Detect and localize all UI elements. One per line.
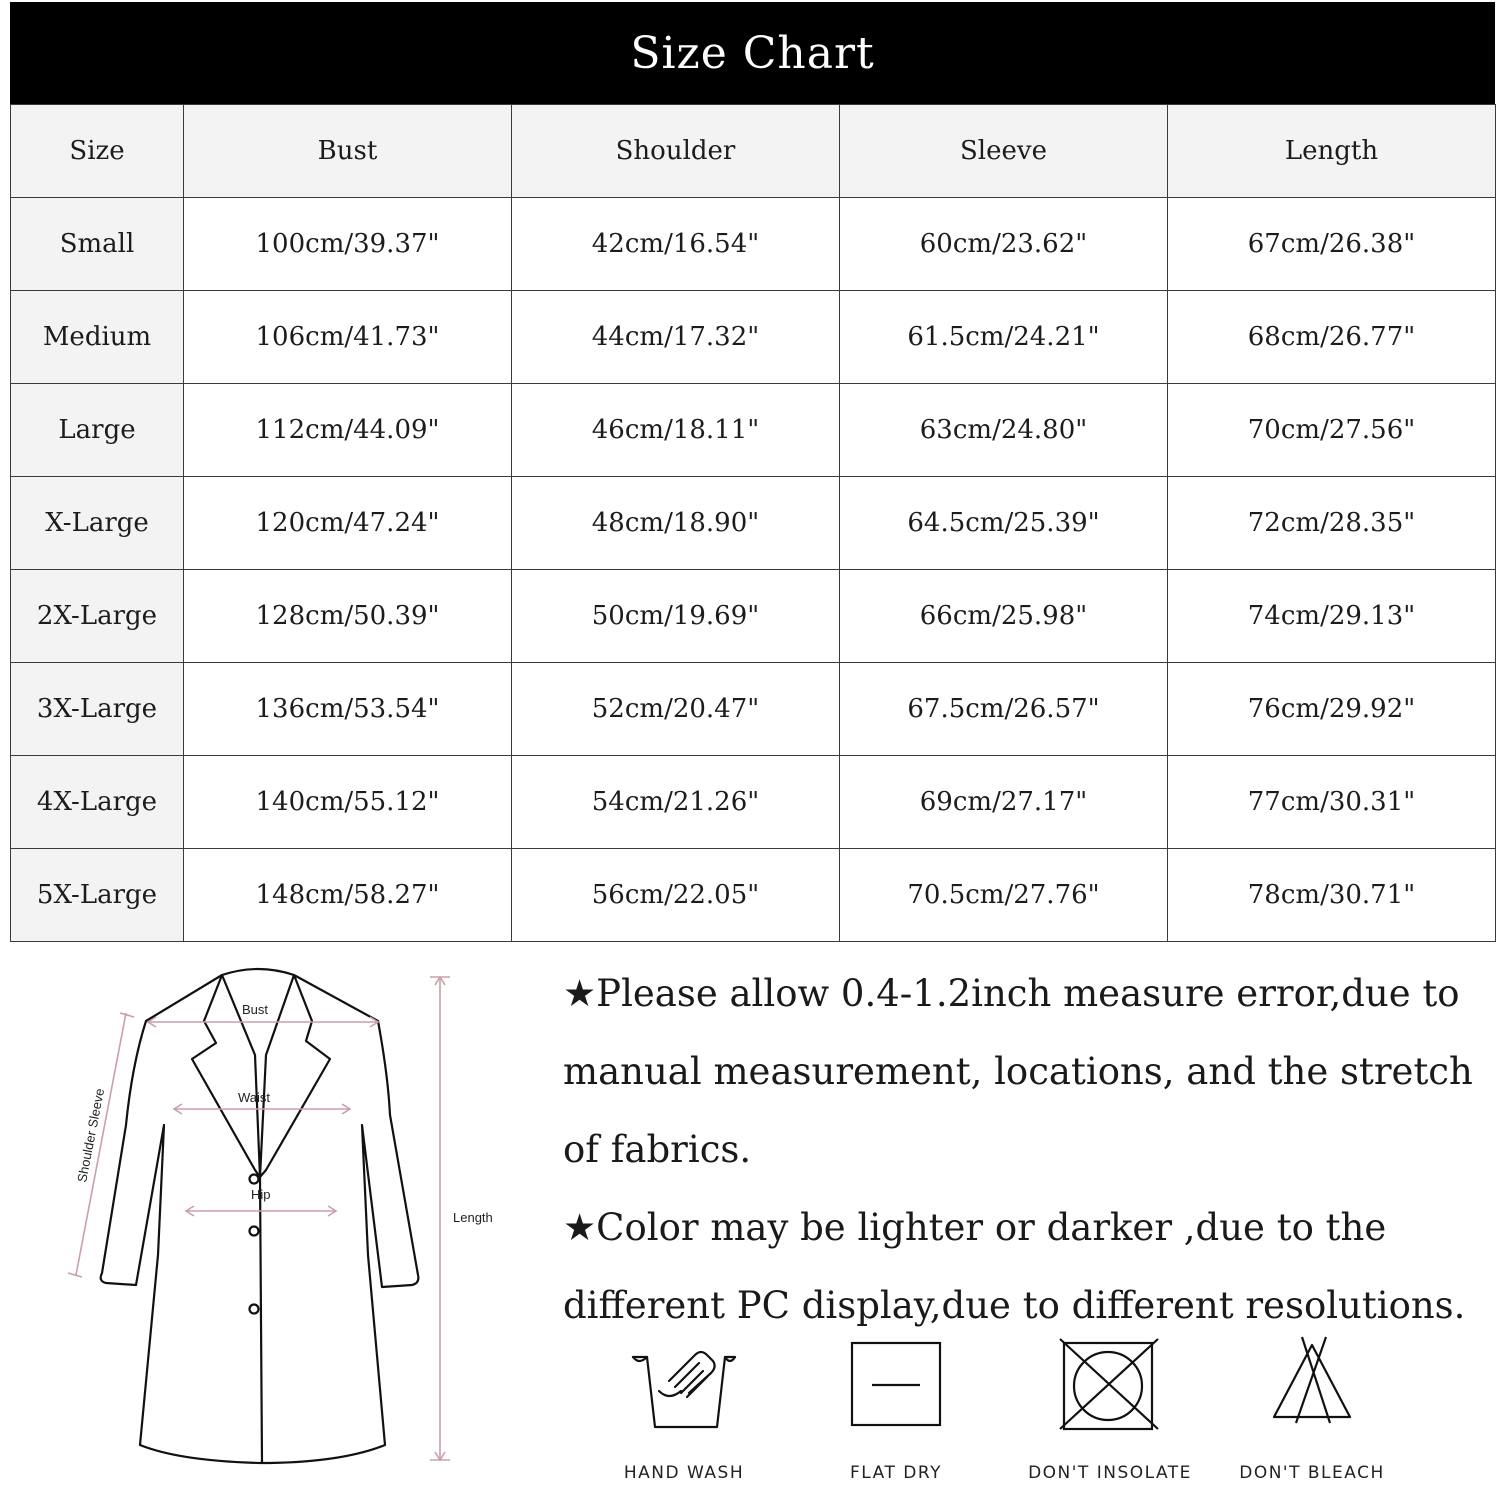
measurement-cell-sleeve: 66cm/25.98" — [840, 570, 1168, 663]
measurement-cell-bust: 106cm/41.73" — [184, 291, 512, 384]
measurement-cell-length: 72cm/28.35" — [1168, 477, 1496, 570]
measurement-cell-length: 74cm/29.13" — [1168, 570, 1496, 663]
table-row — [11, 570, 1496, 663]
dont-insolate-icon — [1058, 1335, 1162, 1431]
measurement-cell-bust: 128cm/50.39" — [184, 570, 512, 663]
size-label-cell: Small — [11, 198, 184, 291]
care-item-hand-wash — [584, 1335, 784, 1483]
care-label-hand-wash: HAND WASH — [623, 1463, 745, 1483]
shoulder-sleeve-label: Shoulder Sleeve — [74, 1087, 108, 1184]
size-label-cell: 5X-Large — [11, 849, 184, 942]
note-color-variance: ★Color may be lighter or darker ,due to the different PC display,due to different resolutions. — [563, 1206, 1466, 1327]
measurement-cell-sleeve: 70.5cm/27.76" — [840, 849, 1168, 942]
measurement-cell-bust: 140cm/55.12" — [184, 756, 512, 849]
size-label-cell: 2X-Large — [11, 570, 184, 663]
measurement-cell-sleeve: 64.5cm/25.39" — [840, 477, 1168, 570]
measurement-cell-bust: 112cm/44.09" — [184, 384, 512, 477]
care-instructions — [600, 1335, 1500, 1483]
measurement-cell-shoulder: 56cm/22.05" — [512, 849, 840, 942]
measurement-cell-shoulder: 54cm/21.26" — [512, 756, 840, 849]
length-label: Length — [453, 1210, 493, 1225]
flat-dry-icon — [848, 1335, 944, 1427]
note-measure-error: ★Please allow 0.4-1.2inch measure error,due to manual measurement, locations, and the stretch of fabrics. — [563, 972, 1473, 1171]
table-row — [11, 849, 1496, 942]
notes — [563, 955, 1493, 1345]
measurement-cell-length: 67cm/26.38" — [1168, 198, 1496, 291]
measurement-cell-shoulder: 44cm/17.32" — [512, 291, 840, 384]
care-label-flat-dry: FLAT DRY — [850, 1463, 942, 1483]
measurement-cell-length: 77cm/30.31" — [1168, 756, 1496, 849]
measurement-cell-shoulder: 46cm/18.11" — [512, 384, 840, 477]
care-label-dont-bleach: DON'T BLEACH — [1239, 1463, 1385, 1483]
size-label-cell: 4X-Large — [11, 756, 184, 849]
waist-label: Waist — [238, 1090, 271, 1105]
measurement-cell-sleeve: 60cm/23.62" — [840, 198, 1168, 291]
measurement-cell-bust: 136cm/53.54" — [184, 663, 512, 756]
care-item-flat-dry — [796, 1335, 996, 1483]
size-label-cell: 3X-Large — [11, 663, 184, 756]
measurement-cell-shoulder: 42cm/16.54" — [512, 198, 840, 291]
hip-label: Hip — [251, 1187, 271, 1202]
column-header-size: Size — [11, 105, 184, 198]
measurement-cell-length: 76cm/29.92" — [1168, 663, 1496, 756]
care-item-dont-insolate — [1010, 1335, 1210, 1483]
measurement-cell-sleeve: 69cm/27.17" — [840, 756, 1168, 849]
size-table — [10, 104, 1496, 942]
measurement-cell-length: 70cm/27.56" — [1168, 384, 1496, 477]
column-header-shoulder: Shoulder — [512, 105, 840, 198]
table-header-row — [11, 105, 1496, 198]
bust-label: Bust — [242, 1002, 269, 1017]
coat-measurement-diagram — [40, 955, 520, 1483]
measurement-cell-sleeve: 63cm/24.80" — [840, 384, 1168, 477]
measurement-cell-sleeve: 67.5cm/26.57" — [840, 663, 1168, 756]
table-row — [11, 384, 1496, 477]
measurement-cell-length: 68cm/26.77" — [1168, 291, 1496, 384]
table-row — [11, 477, 1496, 570]
care-label-dont-insolate: DON'T INSOLATE — [1028, 1463, 1192, 1483]
column-header-bust: Bust — [184, 105, 512, 198]
measurement-cell-bust: 120cm/47.24" — [184, 477, 512, 570]
table-row — [11, 198, 1496, 291]
care-item-dont-bleach — [1212, 1335, 1412, 1483]
coat-outline-illustration — [40, 955, 520, 1483]
column-header-sleeve: Sleeve — [840, 105, 1168, 198]
table-row — [11, 756, 1496, 849]
page-title: Size Chart — [10, 2, 1495, 104]
table-row — [11, 291, 1496, 384]
measurement-cell-shoulder: 50cm/19.69" — [512, 570, 840, 663]
table-row — [11, 663, 1496, 756]
size-label-cell: X-Large — [11, 477, 184, 570]
measurement-cell-bust: 148cm/58.27" — [184, 849, 512, 942]
dont-bleach-icon — [1268, 1335, 1356, 1425]
measurement-cell-bust: 100cm/39.37" — [184, 198, 512, 291]
column-header-length: Length — [1168, 105, 1496, 198]
hand-wash-icon — [629, 1335, 739, 1430]
size-label-cell: Medium — [11, 291, 184, 384]
measurement-cell-shoulder: 52cm/20.47" — [512, 663, 840, 756]
measurement-cell-shoulder: 48cm/18.90" — [512, 477, 840, 570]
measurement-cell-length: 78cm/30.71" — [1168, 849, 1496, 942]
measurement-cell-sleeve: 61.5cm/24.21" — [840, 291, 1168, 384]
size-label-cell: Large — [11, 384, 184, 477]
